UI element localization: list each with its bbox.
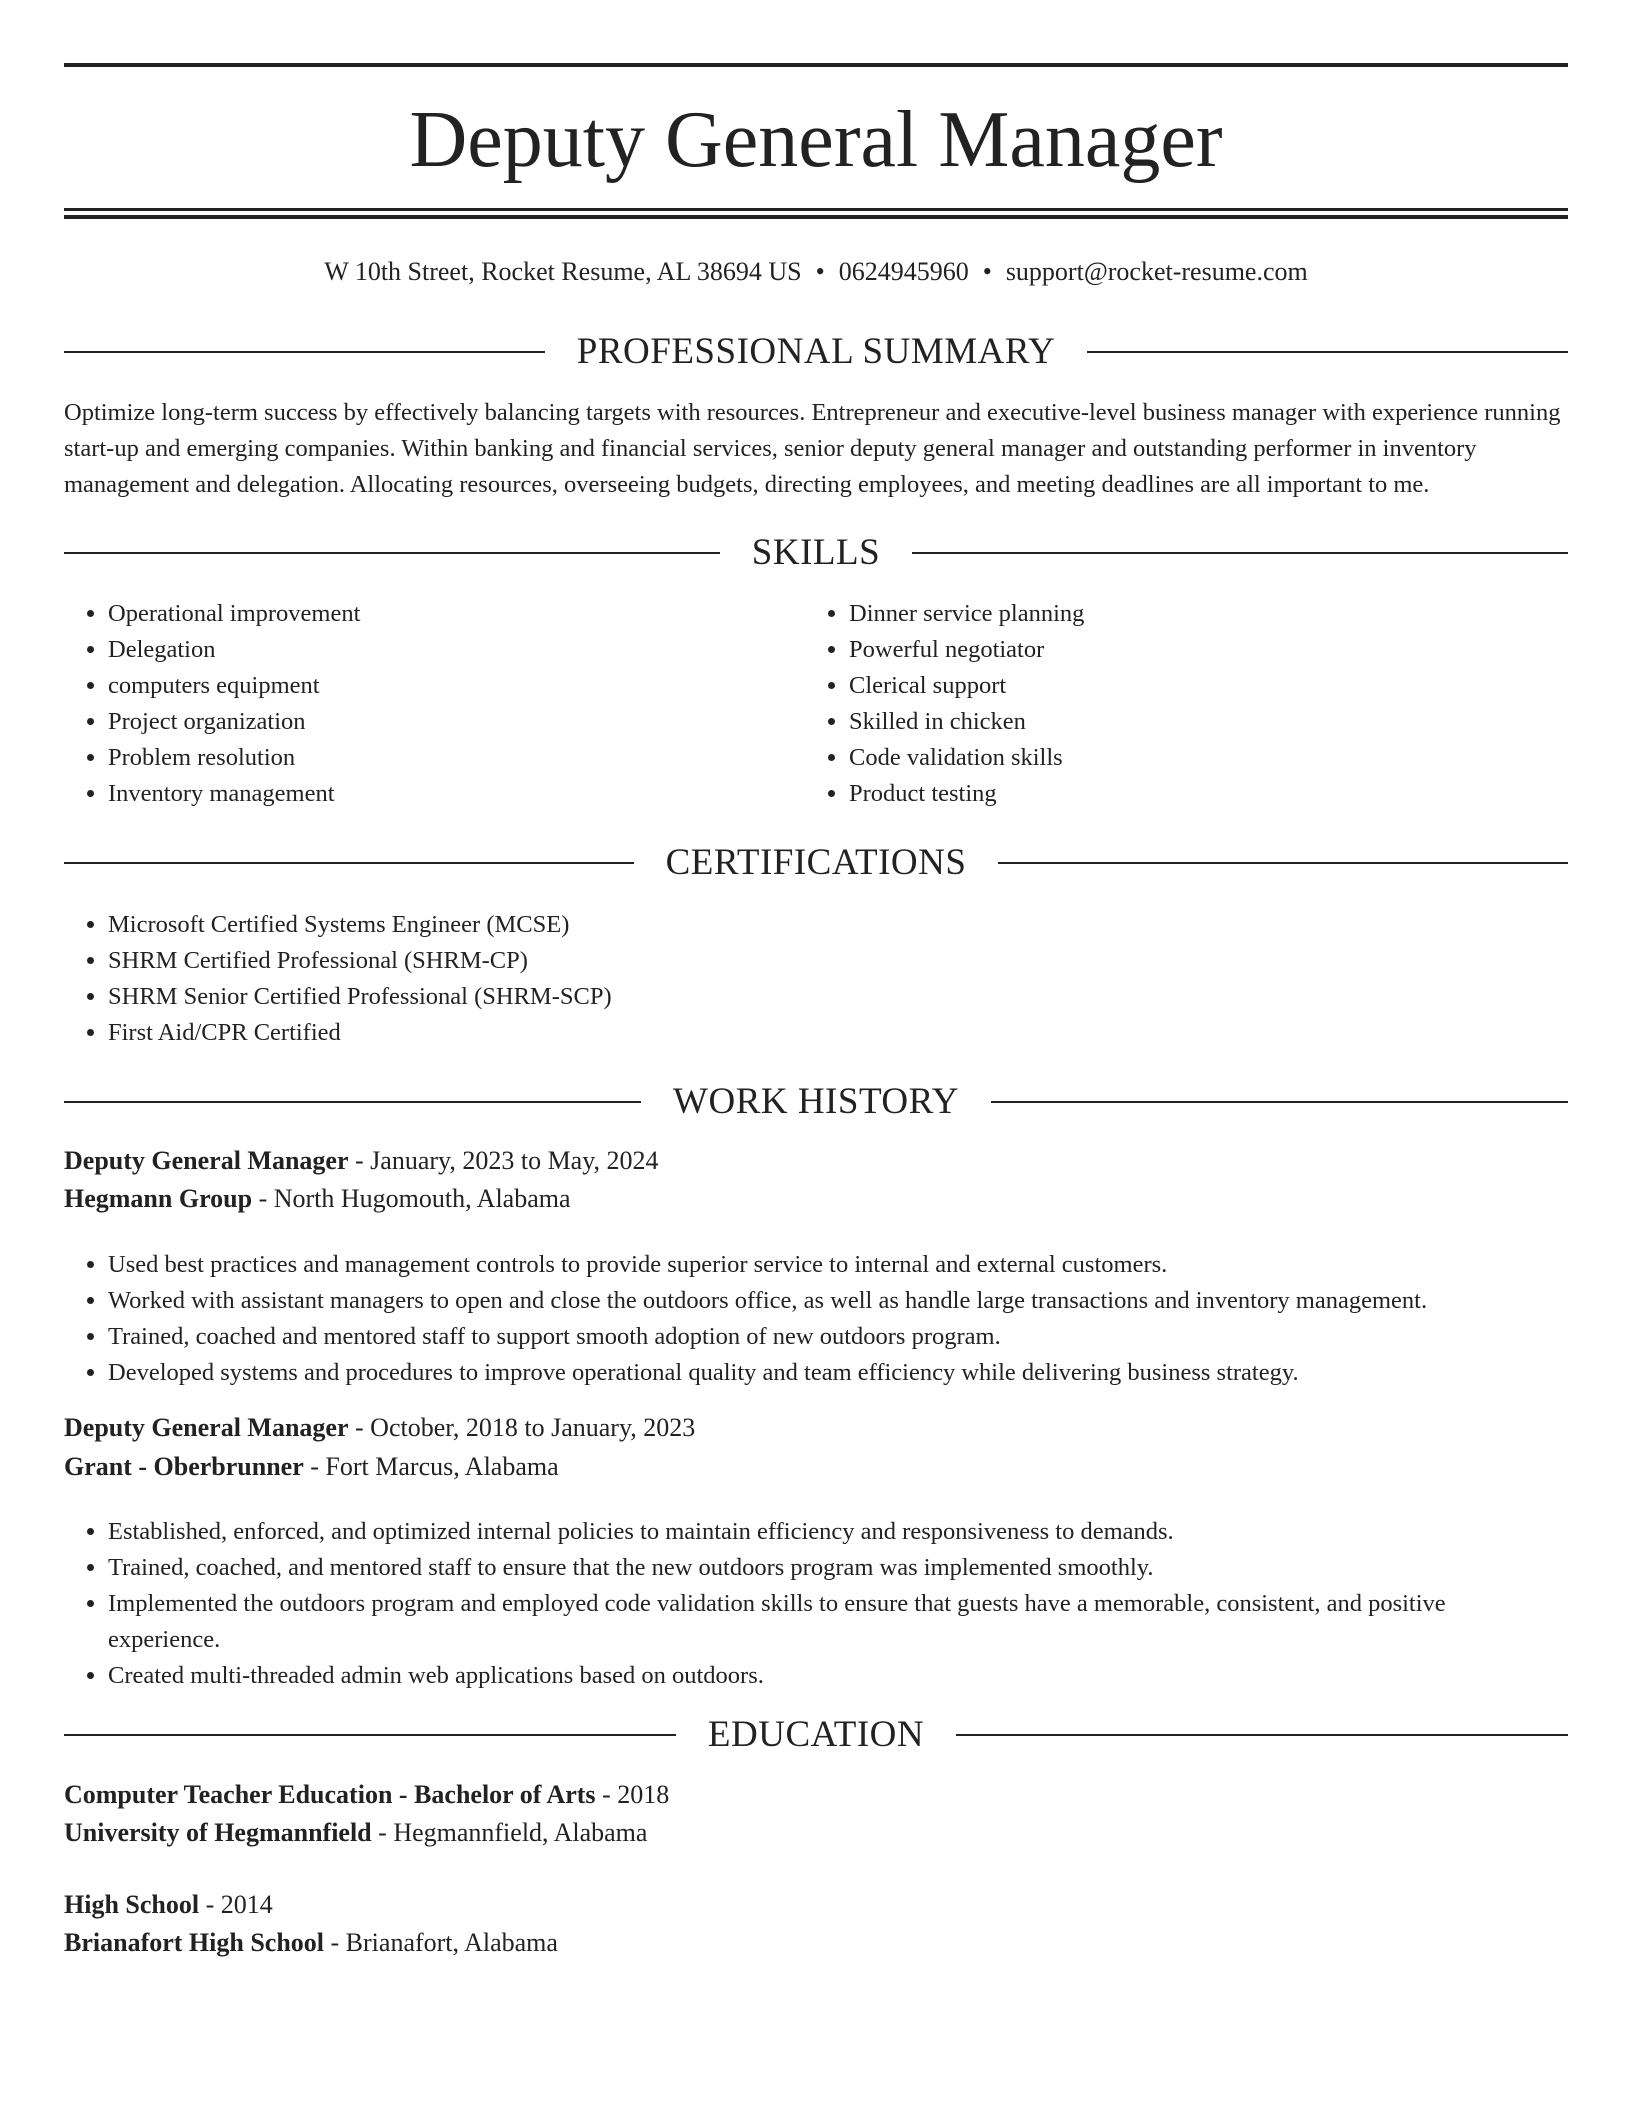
education-year: - 2018	[595, 1780, 670, 1809]
skill-item: • Clerical support	[849, 668, 1529, 704]
job-title: Deputy General Manager	[64, 1146, 349, 1175]
education-school: University of Hegmannfield	[64, 1818, 372, 1847]
education-location: - Hegmannfield, Alabama	[371, 1818, 648, 1847]
job-dates: - October, 2018 to January, 2023	[348, 1413, 696, 1442]
job-location: - Fort Marcus, Alabama	[303, 1452, 559, 1481]
education-location: - Brianafort, Alabama	[324, 1928, 558, 1957]
job-company-line	[64, 1448, 1568, 1486]
top-rule	[64, 63, 1568, 67]
heading-rule-left	[64, 351, 545, 353]
skill-item: • Skilled in chicken	[849, 704, 1529, 740]
skills-heading	[64, 531, 1568, 575]
job-bullet: • Trained, coached and mentored staff to support smooth adoption of new outdoors program.	[108, 1319, 1588, 1355]
skill-item: • Dinner service planning	[849, 596, 1529, 632]
double-rule-upper	[64, 208, 1568, 211]
job-bullet: • Implemented the outdoors program and employed code validation skills to ensure that guests have a memorable, consistent, and positive experience.	[108, 1586, 1528, 1658]
heading-rule-left	[64, 552, 720, 554]
skill-item: • Powerful negotiator	[849, 632, 1529, 668]
skill-item: • Problem resolution	[108, 740, 788, 776]
skill-item: • Inventory management	[108, 776, 788, 812]
education-school: Brianafort High School	[64, 1928, 325, 1957]
skill-item: • Operational improvement	[108, 596, 788, 632]
contact-address: W 10th Street, Rocket Resume, AL 38694 US	[324, 257, 802, 286]
job-location: - North Hugomouth, Alabama	[252, 1184, 571, 1213]
job-company: Hegmann Group	[64, 1184, 253, 1213]
job-company-line	[64, 1180, 1568, 1218]
certifications-title: CERTIFICATIONS	[665, 842, 967, 883]
education-degree: Computer Teacher Education - Bachelor of Arts	[64, 1780, 596, 1809]
job-bullets	[64, 1247, 1588, 1391]
skill-item: • Project organization	[108, 704, 788, 740]
education-degree-line	[64, 1886, 1568, 1924]
job-title-line	[64, 1142, 1568, 1180]
heading-rule-left	[64, 1101, 641, 1103]
skills-list-left	[64, 596, 788, 812]
education-degree-line	[64, 1776, 1568, 1814]
education-school-line	[64, 1924, 1568, 1962]
skill-item: • computers equipment	[108, 668, 788, 704]
skill-item: • Code validation skills	[849, 740, 1529, 776]
contact-phone: 0624945960	[838, 257, 969, 286]
education-degree: High School	[64, 1890, 200, 1919]
job-bullet: • Trained, coached, and mentored staff to ensure that the new outdoors program was implemented smoothly.	[108, 1550, 1528, 1586]
certification-item: • Microsoft Certified Systems Engineer (MCSE)	[108, 907, 1508, 943]
summary-title: PROFESSIONAL SUMMARY	[576, 331, 1056, 372]
skill-item: • Delegation	[108, 632, 788, 668]
education-year: - 2014	[199, 1890, 273, 1919]
job-bullet: • Worked with assistant managers to open and close the outdoors office, as well as handle large transactions and inventory management.	[108, 1283, 1588, 1319]
certifications-heading	[64, 841, 1568, 885]
certification-item: • First Aid/CPR Certified	[108, 1015, 1508, 1051]
heading-rule-right	[956, 1734, 1568, 1736]
heading-rule-left	[64, 1734, 676, 1736]
work-heading	[64, 1080, 1568, 1124]
skill-item: • Product testing	[849, 776, 1529, 812]
summary-heading	[64, 330, 1568, 374]
job-bullets	[64, 1514, 1528, 1694]
certification-item: • SHRM Senior Certified Professional (SHRM-SCP)	[108, 979, 1508, 1015]
skills-title: SKILLS	[751, 532, 881, 573]
heading-rule-right	[998, 862, 1568, 864]
education-school-line	[64, 1814, 1568, 1852]
heading-rule-right	[1087, 351, 1568, 353]
job-dates: - January, 2023 to May, 2024	[348, 1146, 659, 1175]
skills-list-right	[805, 596, 1529, 812]
job-bullet: • Created multi-threaded admin web applications based on outdoors.	[108, 1658, 1528, 1694]
heading-rule-right	[912, 552, 1568, 554]
job-title: Deputy General Manager	[64, 1413, 349, 1442]
certification-item: • SHRM Certified Professional (SHRM-CP)	[108, 943, 1508, 979]
certifications-list	[64, 907, 1508, 1051]
education-heading	[64, 1713, 1568, 1757]
heading-rule-left	[64, 862, 634, 864]
contact-line	[64, 254, 1568, 290]
summary-text: Optimize long-term success by effectively balancing targets with resources. Entrepreneur and executive-level business manager with experience running start-up and emerging companies. Within banking and financial services, senior deputy general manager and outstanding performer in inventory management and delegation. Allocating resources, overseeing budgets, directing employees, and meeting deadlines are all important to me.	[64, 399, 1561, 498]
job-bullet: • Developed systems and procedures to improve operational quality and team efficiency while delivering business strategy.	[108, 1355, 1588, 1391]
resume-name: Deputy General Manager	[409, 96, 1223, 184]
job-bullet: • Used best practices and management controls to provide superior service to internal and external customers.	[108, 1247, 1588, 1283]
work-title: WORK HISTORY	[673, 1081, 959, 1122]
contact-separator: •	[982, 257, 992, 286]
heading-rule-right	[991, 1101, 1568, 1103]
job-title-line	[64, 1409, 1568, 1447]
education-title: EDUCATION	[707, 1714, 925, 1755]
double-rule-lower	[64, 215, 1568, 219]
job-bullet: • Established, enforced, and optimized internal policies to maintain efficiency and responsiveness to demands.	[108, 1514, 1528, 1550]
contact-email[interactable]: support@rocket-resume.com	[1005, 257, 1308, 286]
contact-separator: •	[815, 257, 825, 286]
job-company: Grant - Oberbrunner	[64, 1452, 304, 1481]
